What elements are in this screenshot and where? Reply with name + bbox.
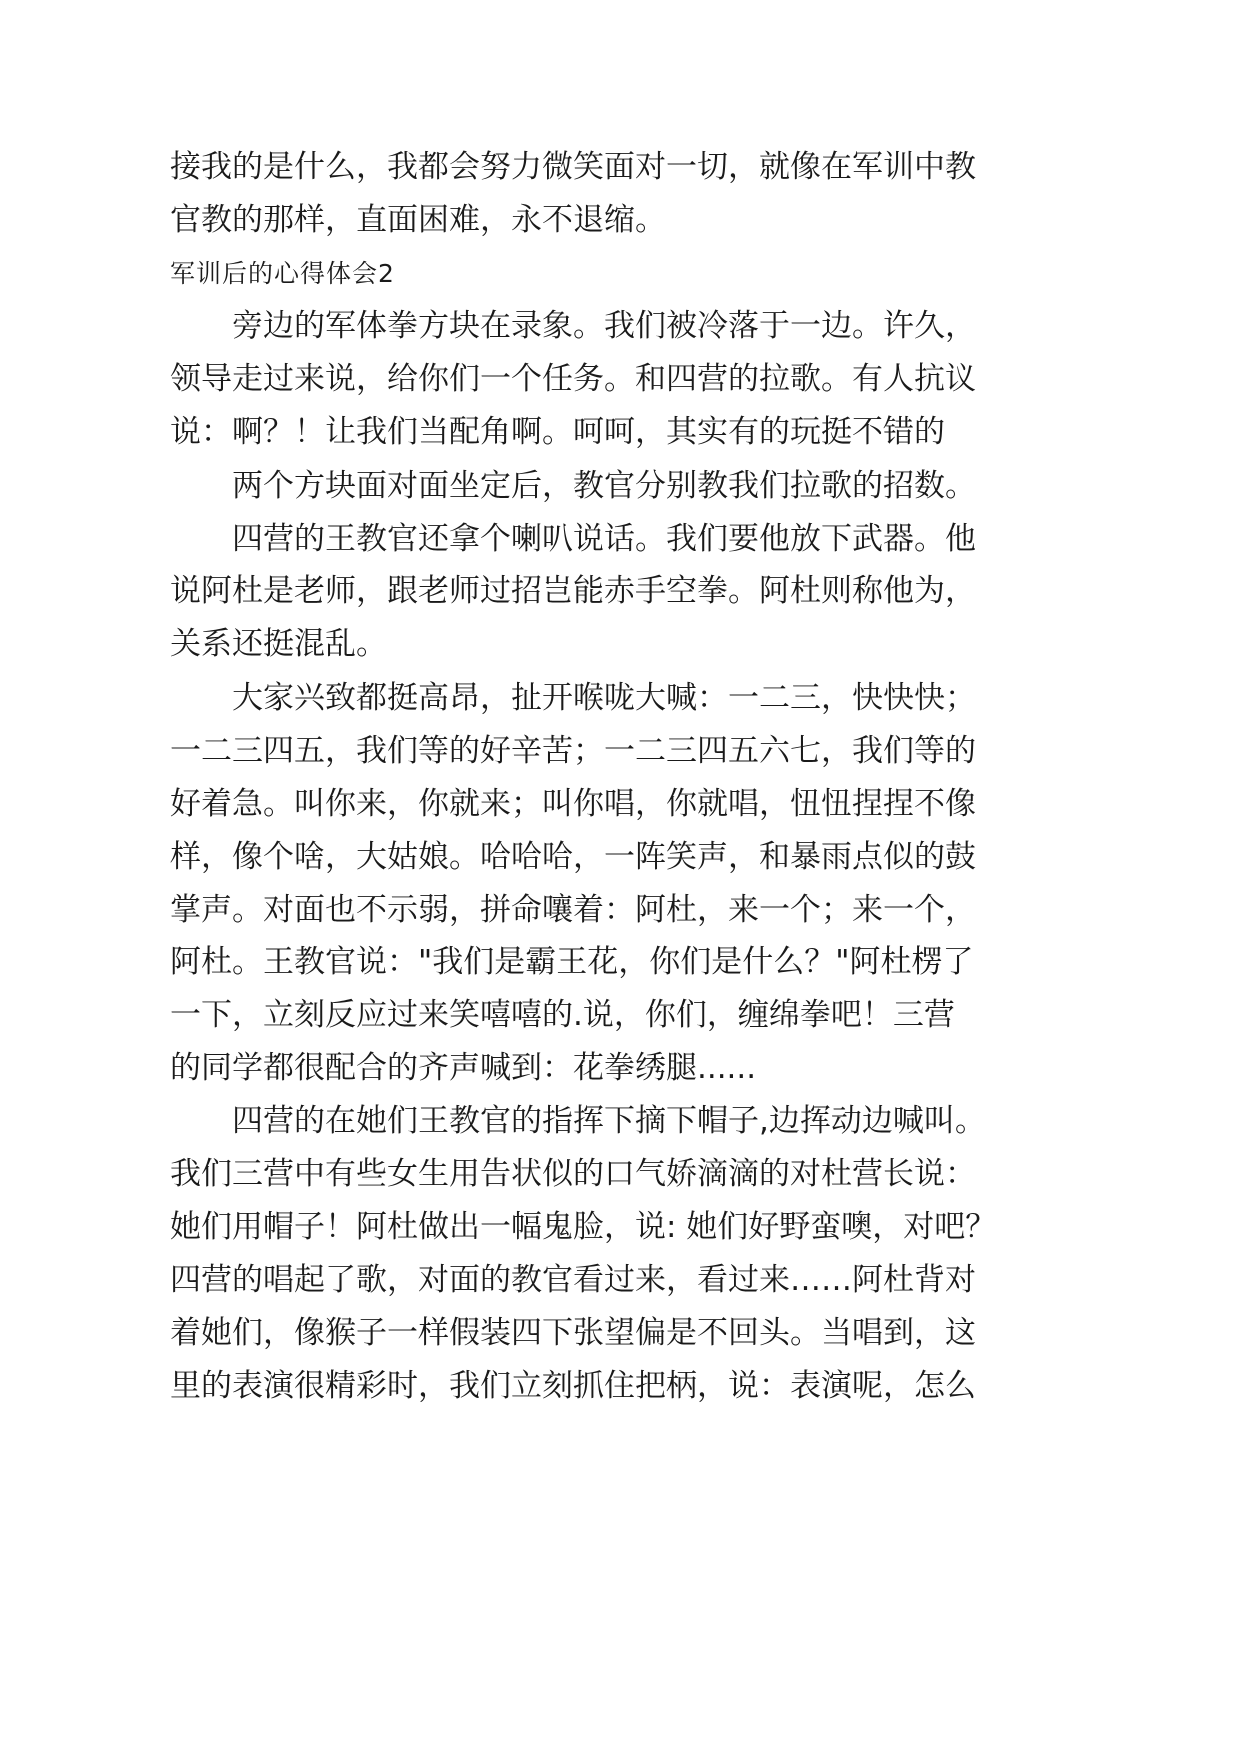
text-line: 说阿杜是老师，跟老师过招岂能赤手空拳。阿杜则称他为， xyxy=(170,573,976,609)
text-line: 旁边的军体拳方块在录象。我们被冷落于一边。许久， xyxy=(232,308,976,344)
text-line: 的同学都很配合的齐声喊到：花拳绣腿...... xyxy=(170,1050,757,1086)
text-line: 里的表演很精彩时，我们立刻抓住把柄，说：表演呢，怎么 xyxy=(170,1368,976,1404)
section-heading: 军训后的心得体会2 xyxy=(170,259,395,288)
text-line: 关系还挺混乱。 xyxy=(170,626,387,662)
text-line: 她们用帽子！阿杜做出一幅鬼脸，说: 她们好野蛮噢，对吧？ xyxy=(170,1209,997,1245)
text-line: 四营的唱起了歌，对面的教官看过来，看过来……阿杜背对 xyxy=(170,1262,976,1298)
text-line: 掌声。对面也不示弱，拼命嚷着：阿杜，来一个；来一个， xyxy=(170,892,976,928)
text-line: 领导走过来说，给你们一个任务。和四营的拉歌。有人抗议 xyxy=(170,361,976,397)
text-line: 四营的在她们王教官的指挥下摘下帽子,边挥动边喊叫。 xyxy=(232,1103,986,1139)
text-line: 一下，立刻反应过来笑嘻嘻的.说，你们，缠绵拳吧！三营 xyxy=(170,997,955,1033)
text-line: 着她们，像猴子一样假装四下张望偏是不回头。当唱到，这 xyxy=(170,1315,976,1351)
text-line: 接我的是什么，我都会努力微笑面对一切，就像在军训中教 xyxy=(170,149,976,185)
text-line: 大家兴致都挺高昂，扯开喉咙大喊：一二三，快快快； xyxy=(232,680,976,716)
text-line: 四营的王教官还拿个喇叭说话。我们要他放下武器。他 xyxy=(232,521,976,557)
text-line: 阿杜。王教官说："我们是霸王花，你们是什么？"阿杜楞了 xyxy=(170,944,974,980)
text-line: 官教的那样，直面困难，永不退缩。 xyxy=(170,202,666,238)
text-line: 样，像个啥，大姑娘。哈哈哈，一阵笑声，和暴雨点似的鼓 xyxy=(170,839,976,875)
text-line: 一二三四五，我们等的好辛苦；一二三四五六七，我们等的 xyxy=(170,733,976,769)
text-line: 两个方块面对面坐定后，教官分别教我们拉歌的招数。 xyxy=(232,468,976,504)
text-line: 好着急。叫你来，你就来；叫你唱，你就唱，忸忸捏捏不像 xyxy=(170,786,976,822)
text-line: 说：啊？！让我们当配角啊。呵呵，其实有的玩挺不错的 xyxy=(170,414,945,450)
text-line: 我们三营中有些女生用告状似的口气娇滴滴的对杜营长说： xyxy=(170,1156,976,1192)
